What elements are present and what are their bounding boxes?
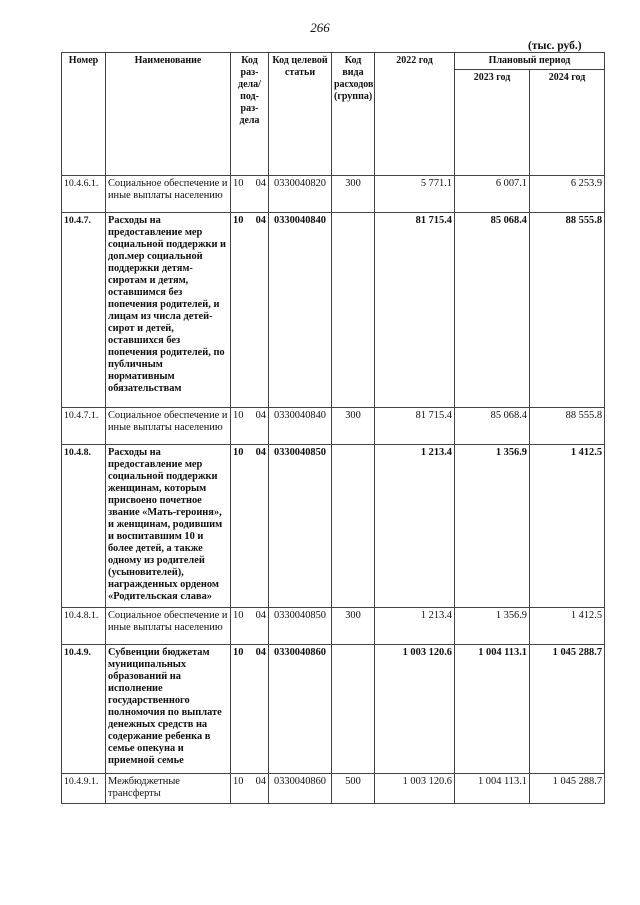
row-name: Социальное обеспечение и иные выплаты населению xyxy=(106,176,231,213)
row-expense-type-code: 300 xyxy=(332,176,375,213)
row-razdel: 10 xyxy=(233,610,244,621)
row-razdel: 10 xyxy=(233,776,244,787)
header-year-2024: 2024 год xyxy=(530,70,605,176)
row-razdel: 10 xyxy=(233,647,244,658)
row-amount-2022: 81 715.4 xyxy=(375,408,455,445)
header-name: Наименование xyxy=(106,53,231,176)
row-amount-2023: 1 004 113.1 xyxy=(455,774,530,804)
row-target-code: 0330040860 xyxy=(269,645,332,774)
row-amount-2022: 1 213.4 xyxy=(375,608,455,645)
row-section-code xyxy=(231,445,269,608)
row-podrazdel: 04 xyxy=(255,178,266,189)
row-section-code xyxy=(231,176,269,213)
row-target-code: 0330040840 xyxy=(269,408,332,445)
row-name: Социальное обеспечение и иные выплаты населению xyxy=(106,608,231,645)
row-amount-2023: 85 068.4 xyxy=(455,213,530,408)
row-amount-2022: 5 771.1 xyxy=(375,176,455,213)
row-amount-2023: 1 356.9 xyxy=(455,445,530,608)
row-podrazdel: 04 xyxy=(255,776,266,787)
table-row xyxy=(62,445,605,608)
table-row xyxy=(62,176,605,213)
row-amount-2024: 6 253.9 xyxy=(530,176,605,213)
row-number: 10.4.8.1. xyxy=(62,608,106,645)
table-row xyxy=(62,213,605,408)
header-razdel: Код раз-дела/ под-раз-дела xyxy=(231,53,269,176)
row-section-code xyxy=(231,408,269,445)
header-expense-type-code: Код вида расходов (группа) xyxy=(332,53,375,176)
header-plan-period: Плановый период xyxy=(455,53,605,70)
header-year-2023: 2023 год xyxy=(455,70,530,176)
table-row xyxy=(62,774,605,804)
row-podrazdel: 04 xyxy=(255,447,266,458)
row-number: 10.4.7.1. xyxy=(62,408,106,445)
header-target-code: Код целевой статьи xyxy=(269,53,332,176)
row-amount-2022: 81 715.4 xyxy=(375,213,455,408)
row-target-code: 0330040860 xyxy=(269,774,332,804)
table-row xyxy=(62,645,605,774)
row-razdel: 10 xyxy=(233,410,244,421)
row-target-code: 0330040840 xyxy=(269,213,332,408)
row-amount-2022: 1 003 120.6 xyxy=(375,645,455,774)
row-name: Субвенции бюджетам муниципальных образований на исполнение государственного полномочия по выплате денежных средств на содержание ребенка в семье опекуна и приемной семье xyxy=(106,645,231,774)
row-number: 10.4.8. xyxy=(62,445,106,608)
row-name: Социальное обеспечение и иные выплаты населению xyxy=(106,408,231,445)
row-podrazdel: 04 xyxy=(255,410,266,421)
row-razdel: 10 xyxy=(233,215,244,226)
row-podrazdel: 04 xyxy=(255,610,266,621)
table-body xyxy=(62,176,605,804)
row-amount-2024: 88 555.8 xyxy=(530,213,605,408)
row-razdel: 10 xyxy=(233,447,244,458)
row-number: 10.4.9.1. xyxy=(62,774,106,804)
row-expense-type-code: 500 xyxy=(332,774,375,804)
row-name: Расходы на предоставление мер социальной поддержки и доп.мер социальной поддержки детям-сиротам и детям, оставшимся без попечения родителей, и лицам из числа детей-сирот и детей, оставшихся без попечения родителей, по публичным нормативным обязательствам xyxy=(106,213,231,408)
header-year-2022: 2022 год xyxy=(375,53,455,176)
row-podrazdel: 04 xyxy=(255,215,266,226)
row-amount-2024: 1 045 288.7 xyxy=(530,774,605,804)
row-amount-2024: 1 412.5 xyxy=(530,608,605,645)
row-number: 10.4.7. xyxy=(62,213,106,408)
row-name: Расходы на предоставление мер социальной поддержки женщинам, которым присвоено почетное звание «Мать-героиня», и женщинам, родившим и воспитавшим 10 и более детей, а также одному из родителей (усыновителей), награжденных орденом «Родительская слава» xyxy=(106,445,231,608)
table-row xyxy=(62,608,605,645)
row-amount-2022: 1 003 120.6 xyxy=(375,774,455,804)
row-amount-2024: 1 045 288.7 xyxy=(530,645,605,774)
row-amount-2023: 1 004 113.1 xyxy=(455,645,530,774)
row-section-code xyxy=(231,645,269,774)
page-number: 266 xyxy=(310,20,330,35)
row-expense-type-code xyxy=(332,645,375,774)
row-section-code xyxy=(231,608,269,645)
row-expense-type-code: 300 xyxy=(332,408,375,445)
row-razdel: 10 xyxy=(233,178,244,189)
units-label: (тыс. руб.) xyxy=(528,40,582,52)
budget-table xyxy=(61,52,605,804)
table-row xyxy=(62,408,605,445)
row-expense-type-code: 300 xyxy=(332,608,375,645)
row-section-code xyxy=(231,213,269,408)
row-amount-2023: 6 007.1 xyxy=(455,176,530,213)
row-podrazdel: 04 xyxy=(255,647,266,658)
row-section-code xyxy=(231,774,269,804)
row-expense-type-code xyxy=(332,445,375,608)
row-amount-2023: 85 068.4 xyxy=(455,408,530,445)
row-target-code: 0330040850 xyxy=(269,608,332,645)
row-name: Межбюджетные трансферты xyxy=(106,774,231,804)
row-amount-2024: 1 412.5 xyxy=(530,445,605,608)
row-amount-2024: 88 555.8 xyxy=(530,408,605,445)
row-target-code: 0330040850 xyxy=(269,445,332,608)
row-amount-2023: 1 356.9 xyxy=(455,608,530,645)
header-num: Номер xyxy=(62,53,106,176)
row-amount-2022: 1 213.4 xyxy=(375,445,455,608)
row-number: 10.4.9. xyxy=(62,645,106,774)
row-expense-type-code xyxy=(332,213,375,408)
row-target-code: 0330040820 xyxy=(269,176,332,213)
row-number: 10.4.6.1. xyxy=(62,176,106,213)
